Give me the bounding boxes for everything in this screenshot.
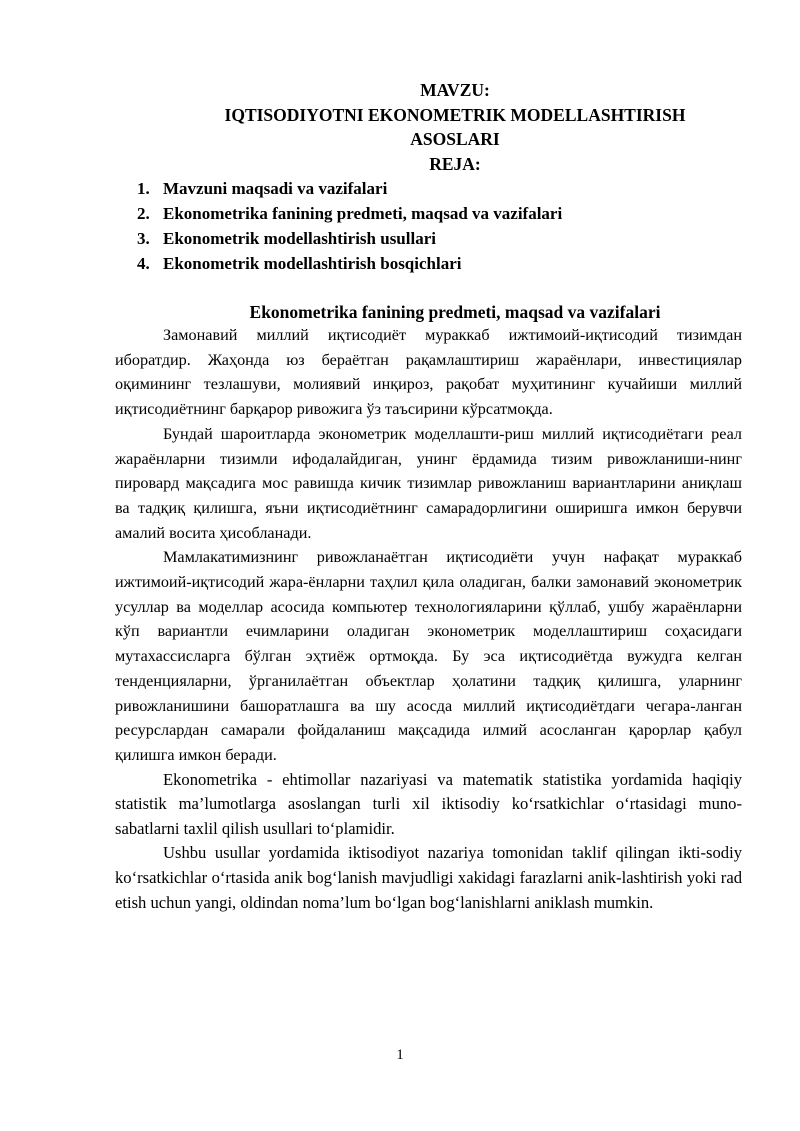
plan-label: REJA: xyxy=(429,154,481,174)
body-paragraph: Мамлакатимизнинг ривожланаётган иқтисодиёти учун нафақат мураккаб ижтимоий-иқтисодий жара-ёнларни таҳлил қила оладиган, балки замонавий эконометрик усуллар ва моделлар асосида компьютер технологияларини қўллаб, ушбу жараёнларни кўп вариантли ечимларини оладиган эконометрик моделлаштириш соҳасидаги мутахассисларга бўлган эҳтиёж ортмоқда. Бу эса иқтисодиётда вужудга келган тенденцияларни, ўрганилаётган объектлар ҳолатини тадқиқ қилишга, уларнинг ривожланишини башоратлашга ва шу асосда миллий иқтисодиётдаги чегара-ланган ресурслардан самарали фойдаланиш мақсадида илмий асосланган қарорлар қабул қилишга имкон беради. xyxy=(115,548,742,764)
page-number: 1 xyxy=(396,1047,404,1063)
plan-item-text: Ekonometrik modellashtirish bosqichlari xyxy=(163,254,462,273)
plan-list xyxy=(137,176,562,276)
document-title-line2: ASOSLARI xyxy=(410,129,500,149)
plan-item-number: 2. xyxy=(137,204,150,223)
plan-item-text: Ekonometrika fanining predmeti, maqsad va vazifalari xyxy=(163,204,563,223)
section-body xyxy=(115,323,742,915)
plan-item-text: Mavzuni maqsadi va vazifalari xyxy=(163,179,388,198)
plan-item xyxy=(137,226,562,251)
plan-item-number: 1. xyxy=(137,179,150,198)
body-paragraph: Замонавий миллий иқтисодиёт мураккаб ижтимоий-иқтисодий тизимдан иборатдир. Жаҳонда юз бераётган рақамлаштириш жараёнлари, инвестициялар оқимининг тезлашуви, молиявий инқироз, рақобат муҳитининг кучайиши миллий иқтисодиётнинг барқарор ривожига ўз таъсирини кўрсатмоқда. xyxy=(115,326,742,419)
body-paragraph: Бундай шароитларда эконометрик моделлашти-риш миллий иқтисодиётаги реал жараёнларни тизимли ифодалайдиган, унинг ёрдамида тизим ривожланиши-нинг пировард мақсадига мос равишда кичик тизимлар ривожланиш вариантларини аниқлаш ва тадқиқ қилишга, яъни иқтисодиётнинг самарадорлигини оширишга имкон берувчи амалий восита ҳисобланади. xyxy=(115,424,742,542)
plan-item xyxy=(137,176,562,201)
plan-item-text: Ekonometrik modellashtirish usullari xyxy=(163,229,436,248)
plan-item-number: 4. xyxy=(137,254,150,273)
body-paragraph: Ekonometrika - ehtimollar nazariyasi va matematik statistika yordamida haqiqiy statistik ma’lumotlarga asoslangan turli xil iktisodiy ko‘rsatkichlar o‘rtasidagi muno-sabatlarni taxlil qilish usullari to‘plamidir. xyxy=(115,769,742,838)
plan-item xyxy=(137,251,562,276)
document-title-line1: IQTISODIYOTNI EKONOMETRIK MODELLASHTIRISH xyxy=(224,105,686,125)
topic-label: MAVZU: xyxy=(420,80,490,100)
section-heading: Ekonometrika fanining predmeti, maqsad va vazifalari xyxy=(249,302,661,322)
plan-item xyxy=(137,201,562,226)
plan-item-number: 3. xyxy=(137,229,150,248)
body-paragraph: Ushbu usullar yordamida iktisodiyot nazariya tomonidan taklif qilingan ikti-sodiy ko‘rsatkichlar o‘rtasida anik bog‘lanish mavjudligi xakidagi farazlarni anik-lashtirish yoki rad etish uchun yangi, oldindan noma’lum bo‘lgan bog‘lanishlarni aniklash mumkin. xyxy=(115,843,742,912)
